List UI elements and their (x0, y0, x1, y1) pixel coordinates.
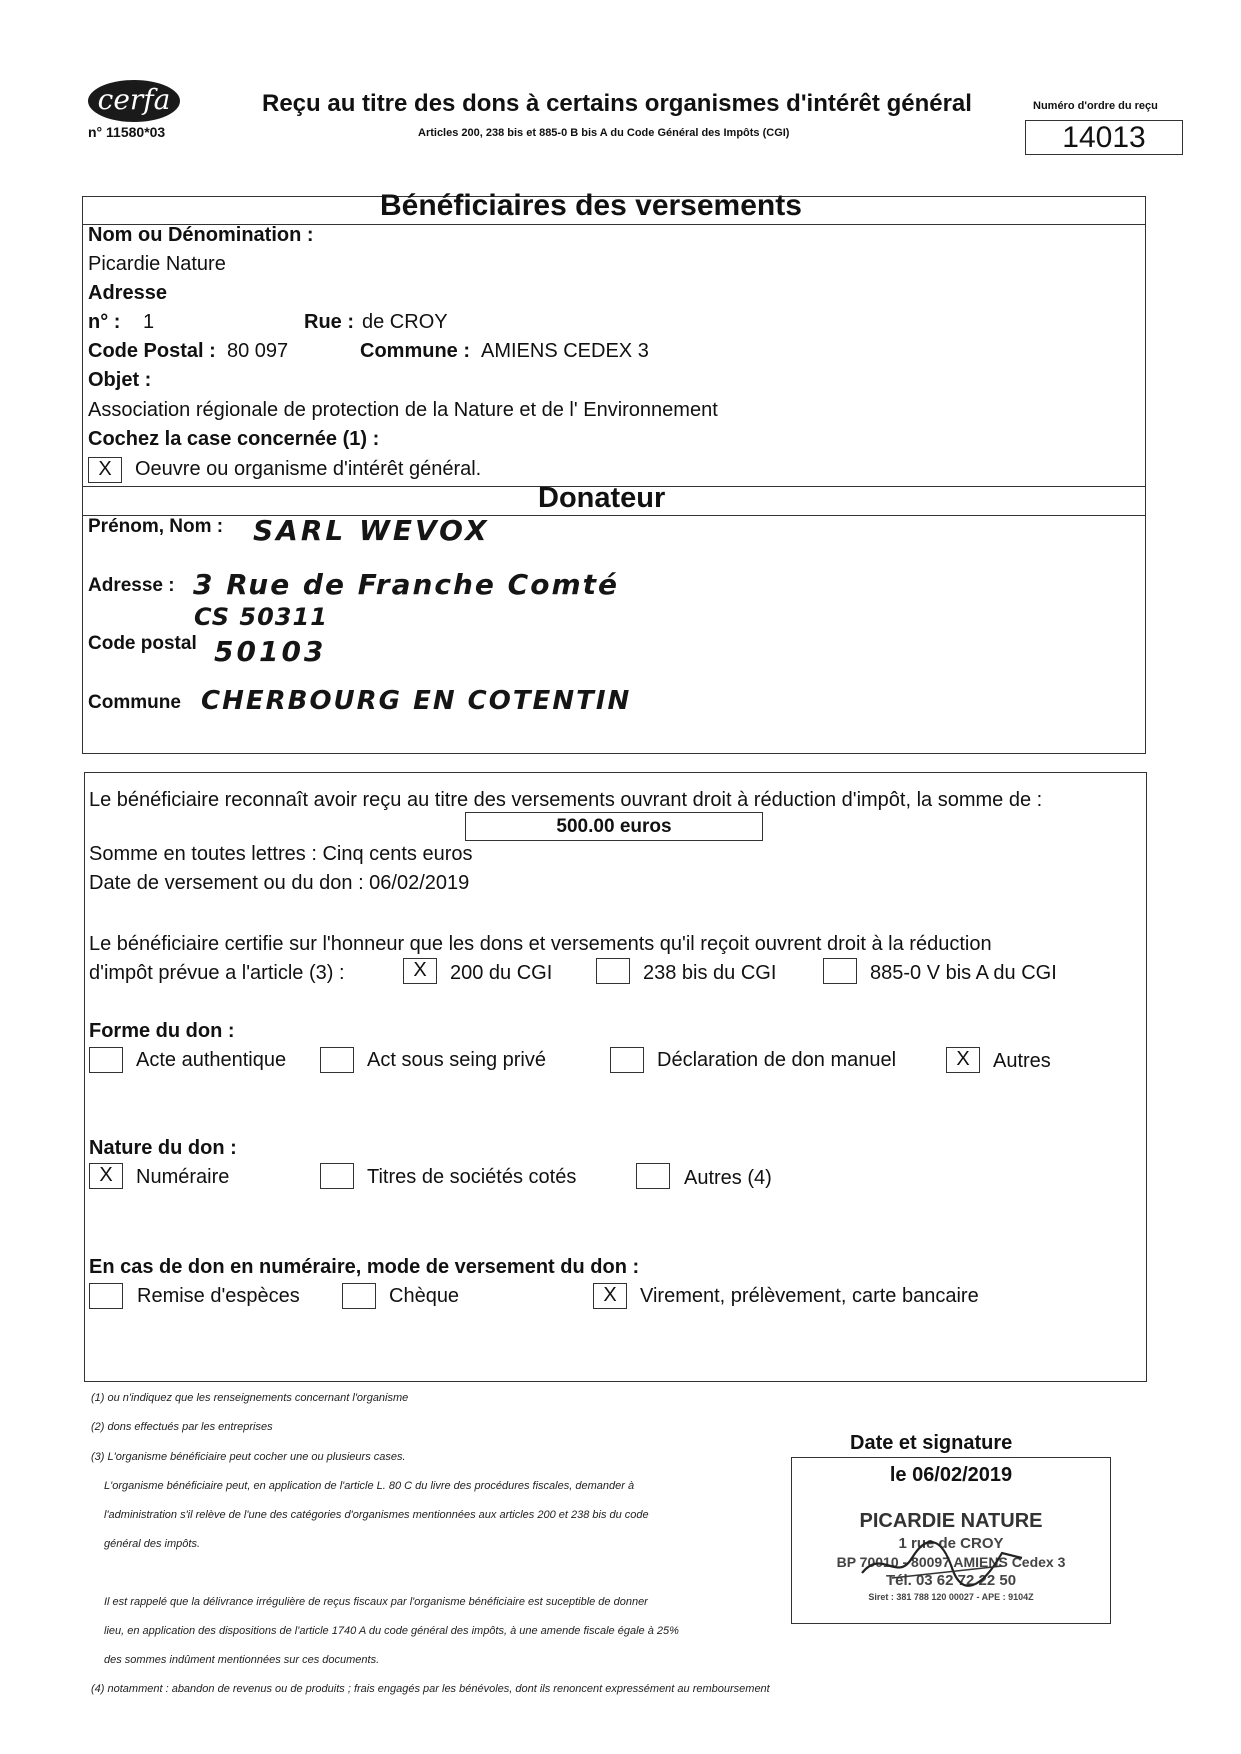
beneficiary-postal-value: 80 097 (227, 340, 289, 362)
donor-city-value: CHERBOURG EN COTENTIN (201, 686, 632, 716)
article-885-label: 885-0 V bis A du CGI (870, 962, 1057, 984)
signature-date: le 06/02/2019 (889, 1464, 1013, 1486)
donation-date: Date de versement ou du don : 06/02/2019 (89, 872, 470, 894)
form-manual-checkbox[interactable] (610, 1047, 644, 1073)
form-other-checkbox[interactable]: X (946, 1047, 980, 1073)
donor-name-label: Prénom, Nom : (88, 516, 224, 537)
footnote-paragraph-1-line-3: général des impôts. (104, 1538, 200, 1550)
beneficiary-street-label: Rue : (304, 311, 354, 333)
page-subtitle: Articles 200, 238 bis et 885-0 B bis A du Code Général des Impôts (CGI) (418, 127, 790, 139)
form-other-label: Autres (993, 1050, 1051, 1072)
donor-address-label: Adresse : (88, 575, 175, 596)
nature-securities-checkbox[interactable] (320, 1163, 354, 1189)
beneficiary-check-label: Cochez la case concernée (1) : (88, 428, 380, 450)
payment-transfer-checkbox[interactable]: X (593, 1283, 627, 1309)
receipt-number-box (1025, 120, 1183, 155)
donor-postal-value: 50103 (214, 635, 327, 668)
general-interest-checkbox[interactable]: X (88, 457, 122, 483)
form-number: n° 11580*03 (88, 124, 166, 140)
donor-city-label: Commune (88, 692, 181, 713)
beneficiary-heading: Bénéficiaires des versements (380, 189, 802, 222)
payment-method-label: En cas de don en numéraire, mode de versement du don : (89, 1256, 640, 1278)
certify-line-2: d'impôt prévue a l'article (3) : (89, 962, 345, 984)
donor-heading-bottom-line (82, 515, 1146, 516)
amount-box (465, 812, 763, 841)
form-authentic-label: Acte authentique (136, 1049, 287, 1071)
footnote-paragraph-2-line-3: des sommes indûment mentionnées sur ces documents. (104, 1654, 380, 1666)
donor-address-value: 3 Rue de Franche Comté (193, 568, 620, 601)
article-885-checkbox[interactable] (823, 958, 857, 984)
beneficiary-postal-label: Code Postal : (88, 340, 216, 362)
beneficiary-city-label: Commune : (360, 340, 470, 362)
receipt-number: 14013 (1062, 121, 1146, 154)
donor-address-line2: CS 50311 (194, 603, 328, 631)
certify-line-1: Le bénéficiaire certifie sur l'honneur que les dons et versements qu'il reçoit ouvrent droit à la réduction (89, 933, 992, 955)
beneficiary-name-label: Nom ou Dénomination : (88, 224, 314, 246)
beneficiary-name-value: Picardie Nature (88, 253, 226, 275)
footnote-4: (4) notamment : abandon de revenus ou de produits ; frais engagés par les bénévoles, dont ils renoncent expressément au remboursement (91, 1683, 770, 1695)
form-authentic-checkbox[interactable] (89, 1047, 123, 1073)
beneficiary-object-label: Objet : (88, 369, 152, 391)
handwritten-signature-icon (852, 1528, 1032, 1598)
cerfa-logo-text: cerfa (97, 83, 171, 116)
cerfa-logo (88, 80, 180, 122)
article-238-label: 238 bis du CGI (643, 962, 777, 984)
article-200-checkbox[interactable]: X (403, 958, 437, 984)
general-interest-label: Oeuvre ou organisme d'intérêt général. (135, 458, 482, 480)
amount-in-words: Somme en toutes lettres : Cinq cents euros (89, 843, 473, 865)
donation-nature-label: Nature du don : (89, 1137, 237, 1159)
signature-label: Date et signature (850, 1432, 1013, 1454)
stamp-line-3: Tél. 03 62 72 22 50 (885, 1572, 1017, 1589)
payment-transfer-label: Virement, prélèvement, carte bancaire (640, 1285, 979, 1307)
beneficiary-number-label: n° : (88, 311, 121, 333)
beneficiary-number-value: 1 (143, 311, 155, 333)
stamp-line-4: Siret : 381 788 120 00027 - APE : 9104Z (868, 1592, 1034, 1602)
nature-cash-label: Numéraire (136, 1166, 230, 1188)
footnote-3: (3) L'organisme bénéficiaire peut cocher une ou plusieurs cases. (91, 1451, 406, 1463)
receipt-number-label: Numéro d'ordre du reçu (1033, 100, 1158, 112)
donation-form-label: Forme du don : (89, 1020, 235, 1042)
stamp-line-2: BP 70010 - 80097 AMIENS Cedex 3 (836, 1554, 1066, 1570)
nature-other-checkbox[interactable] (636, 1163, 670, 1189)
stamp-name: PICARDIE NATURE (859, 1510, 1043, 1532)
amount-value: 500.00 euros (556, 816, 672, 837)
footnote-2: (2) dons effectués par les entreprises (91, 1421, 273, 1433)
form-private-label: Act sous seing privé (367, 1049, 546, 1071)
footnote-paragraph-1-line-1: L'organisme bénéficiaire peut, en application de l'article L. 80 C du livre des procédures fiscales, demander à (104, 1480, 635, 1492)
beneficiary-street-value: de CROY (362, 311, 448, 333)
donor-name-value: SARL WEVOX (253, 514, 490, 547)
signature-box (791, 1457, 1111, 1624)
page-title: Reçu au titre des dons à certains organismes d'intérêt général (262, 90, 972, 117)
beneficiary-city-value: AMIENS CEDEX 3 (481, 340, 649, 362)
payment-cheque-checkbox[interactable] (342, 1283, 376, 1309)
donor-postal-label: Code postal (88, 633, 197, 654)
payment-cash-checkbox[interactable] (89, 1283, 123, 1309)
form-private-checkbox[interactable] (320, 1047, 354, 1073)
payment-cheque-label: Chèque (389, 1285, 460, 1307)
article-238-checkbox[interactable] (596, 958, 630, 984)
nature-securities-label: Titres de sociétés cotés (367, 1166, 577, 1188)
form-manual-label: Déclaration de don manuel (657, 1049, 897, 1071)
nature-other-label: Autres (4) (684, 1167, 772, 1189)
nature-cash-checkbox[interactable]: X (89, 1163, 123, 1189)
footnote-paragraph-2-line-1: Il est rappelé que la délivrance irrégulière de reçus fiscaux par l'organisme bénéficiaire est suceptible de donner (104, 1596, 648, 1608)
article-200-label: 200 du CGI (450, 962, 553, 984)
footnote-1: (1) ou n'indiquez que les renseignements concernant l'organisme (91, 1392, 409, 1404)
donation-intro: Le bénéficiaire reconnaît avoir reçu au titre des versements ouvrant droit à réduction d'impôt, la somme de : (89, 789, 1043, 811)
stamp-line-1: 1 rue de CROY (898, 1535, 1004, 1552)
beneficiary-object-value: Association régionale de protection de la Nature et de l' Environnement (88, 399, 718, 421)
footnote-paragraph-1-line-2: l'administration s'il relève de l'une des catégories d'organismes mentionnées aux articles 200 et 238 bis du code (104, 1509, 649, 1521)
payment-cash-label: Remise d'espèces (137, 1285, 300, 1307)
beneficiary-address-label: Adresse (88, 282, 167, 304)
donor-heading: Donateur (538, 482, 666, 514)
footnote-paragraph-2-line-2: lieu, en application des dispositions de l'article 1740 A du code général des impôts, à une amende fiscale égale à 25% (104, 1625, 679, 1637)
